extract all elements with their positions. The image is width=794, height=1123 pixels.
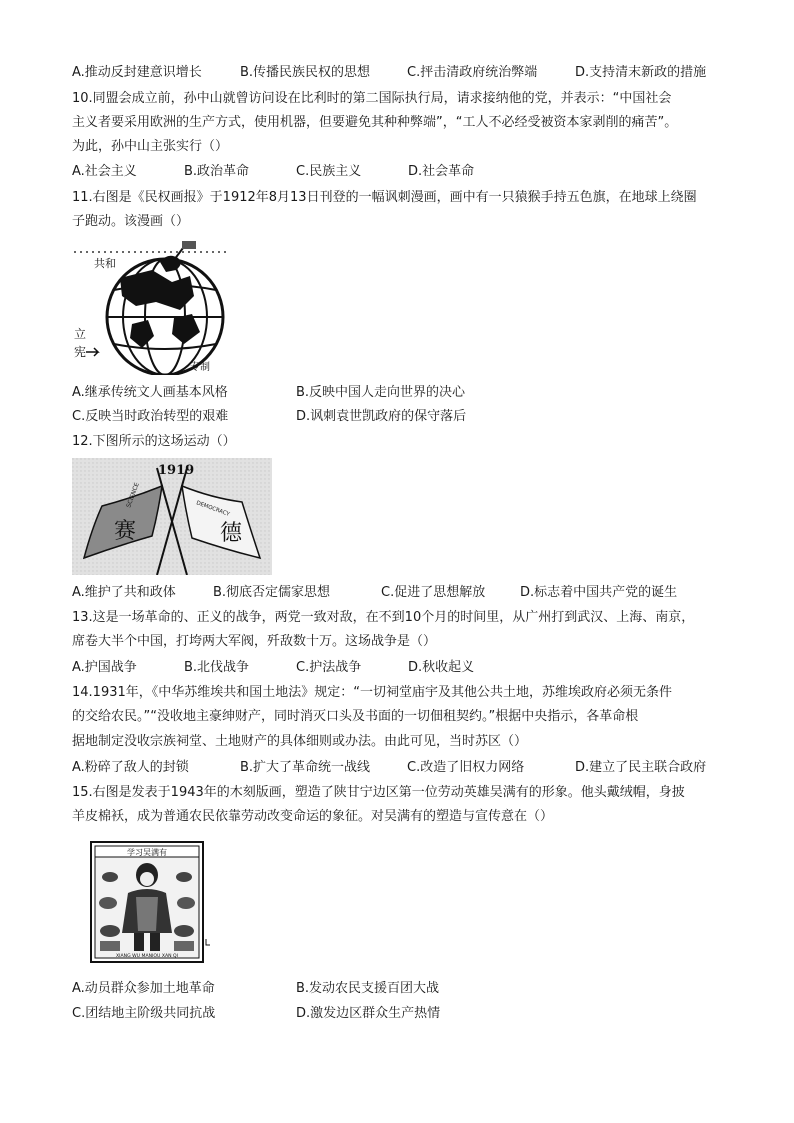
q10-option-b[interactable]: B.政治革命 <box>184 164 250 179</box>
year-1919: 1919 <box>158 463 195 478</box>
q9-option-d[interactable]: D.支持清末新政的措施 <box>575 65 707 80</box>
q14-option-a[interactable]: A.粉碎了敌人的封锁 <box>72 760 189 775</box>
q13-option-d[interactable]: D.秋收起义 <box>408 660 475 675</box>
flag-char-sai: 赛 <box>114 519 137 544</box>
q15-option-a[interactable]: A.动员群众参加土地革命 <box>72 981 215 996</box>
q15-stem-line-1: 15.右图是发表于1943年的木刻版画，塑造了陕甘宁边区第一位劳动英雄吴满有的形象。他头戴绒帽，身披 <box>72 785 685 800</box>
label-gonghe: 共和 <box>94 257 116 270</box>
q10-stem-line-3: 为此，孙中山主张实行（） <box>72 139 229 154</box>
q13-option-b[interactable]: B.北伐战争 <box>184 660 250 675</box>
q15-option-c[interactable]: C.团结地主阶级共同抗战 <box>72 1006 216 1021</box>
q12-option-a[interactable]: A.维护了共和政体 <box>72 585 176 600</box>
flag-char-de: 德 <box>220 521 243 546</box>
label-xian: 宪 <box>74 345 87 359</box>
q15-option-b[interactable]: B.发动农民支援百团大战 <box>296 981 440 996</box>
q10-option-d[interactable]: D.社会革命 <box>408 164 475 179</box>
q10-stem-line-1: 10.同盟会成立前，孙中山就曾访问设在比利时的第二国际执行局，请求接纳他的党，并表示：“中国社会 <box>72 91 672 106</box>
q9-option-b[interactable]: B.传播民族民权的思想 <box>240 65 371 80</box>
woodcut-header: 学习吴满有 <box>127 848 167 857</box>
may-fourth-flags-image <box>72 458 272 575</box>
globe-icon <box>107 259 223 375</box>
q12-stem-line-1: 12.下图所示的这场运动（） <box>72 434 236 449</box>
q11-option-b[interactable]: B.反映中国人走向世界的决心 <box>296 385 466 400</box>
q13-option-c[interactable]: C.护法战争 <box>296 660 362 675</box>
q14-stem-line-3: 据地制定没收宗族祠堂、土地财产的具体细则或办法。由此可见，当时苏区（） <box>72 734 528 749</box>
q9-option-a[interactable]: A.推动反封建意识增长 <box>72 65 202 80</box>
q15-stem-line-2: 羊皮棉袄，成为普通农民依靠劳动改变命运的象征。对吴满有的塑造与宣传意在（） <box>72 809 554 824</box>
q12-option-b[interactable]: B.彻底否定儒家思想 <box>213 585 331 600</box>
wu-manyou-woodcut <box>90 841 214 963</box>
q10-option-a[interactable]: A.社会主义 <box>72 164 137 179</box>
label-zhuanzhi: 专制 <box>190 362 210 373</box>
q14-option-d[interactable]: D.建立了民主联合政府 <box>575 760 707 775</box>
q14-stem-line-1: 14.1931年，《中华苏维埃共和国土地法》规定：“一切祠堂庙宇及其他公共土地，苏维埃政府必须无条件 <box>72 685 672 700</box>
q13-stem-line-1: 13.这是一场革命的、正义的战争，两党一致对敌，在不到10个月的时间里，从广州打到武汉、上海、南京， <box>72 610 695 625</box>
q14-stem-line-2: 的交给农民。”“没收地主豪绅财产，同时消灭口头及书面的一切佃租契约。”根据中央指示，各革命根 <box>72 709 639 724</box>
q11-option-a[interactable]: A.继承传统文人画基本风格 <box>72 385 228 400</box>
q10-stem-line-2: 主义者要采用欧洲的生产方式，使用机器，但要避免其种种弊端”，“工人不必经受被资本家剥削的痛苦”。 <box>72 115 678 130</box>
q9-option-c[interactable]: C.抨击清政府统治弊端 <box>407 65 538 80</box>
q13-option-a[interactable]: A.护国战争 <box>72 660 137 675</box>
q14-option-c[interactable]: C.改造了旧权力网络 <box>407 760 525 775</box>
flag-text-democracy: DEMOCRACY <box>195 500 231 518</box>
q11-stem-line-1: 11.右图是《民权画报》于1912年8月13日刊登的一幅讽刺漫画，画中有一只猿猴手持五色旗，在地球上绕圈 <box>72 190 697 205</box>
q11-option-c[interactable]: C.反映当时政治转型的艰难 <box>72 409 229 424</box>
q10-option-c[interactable]: C.民族主义 <box>296 164 362 179</box>
q11-option-d[interactable]: D.讽刺袁世凯政府的保守落后 <box>296 409 467 424</box>
monkey-globe-cartoon <box>72 240 232 375</box>
flag-text-science: SCIENCE <box>125 481 141 509</box>
q14-option-b[interactable]: B.扩大了革命统一战线 <box>240 760 371 775</box>
woodcut-caption: XIANG WU MANIOU XAN QI <box>116 954 178 959</box>
q12-option-d[interactable]: D.标志着中国共产党的诞生 <box>520 585 678 600</box>
label-li: 立 <box>74 327 87 341</box>
q11-stem-line-2: 子跑动。该漫画（） <box>72 214 190 229</box>
q13-stem-line-2: 席卷大半个中国，打垮两大军阀，歼敌数十万。这场战争是（） <box>72 634 437 649</box>
q12-option-c[interactable]: C.促进了思想解放 <box>381 585 486 600</box>
q15-option-d[interactable]: D.激发边区群众生产热情 <box>296 1006 441 1021</box>
